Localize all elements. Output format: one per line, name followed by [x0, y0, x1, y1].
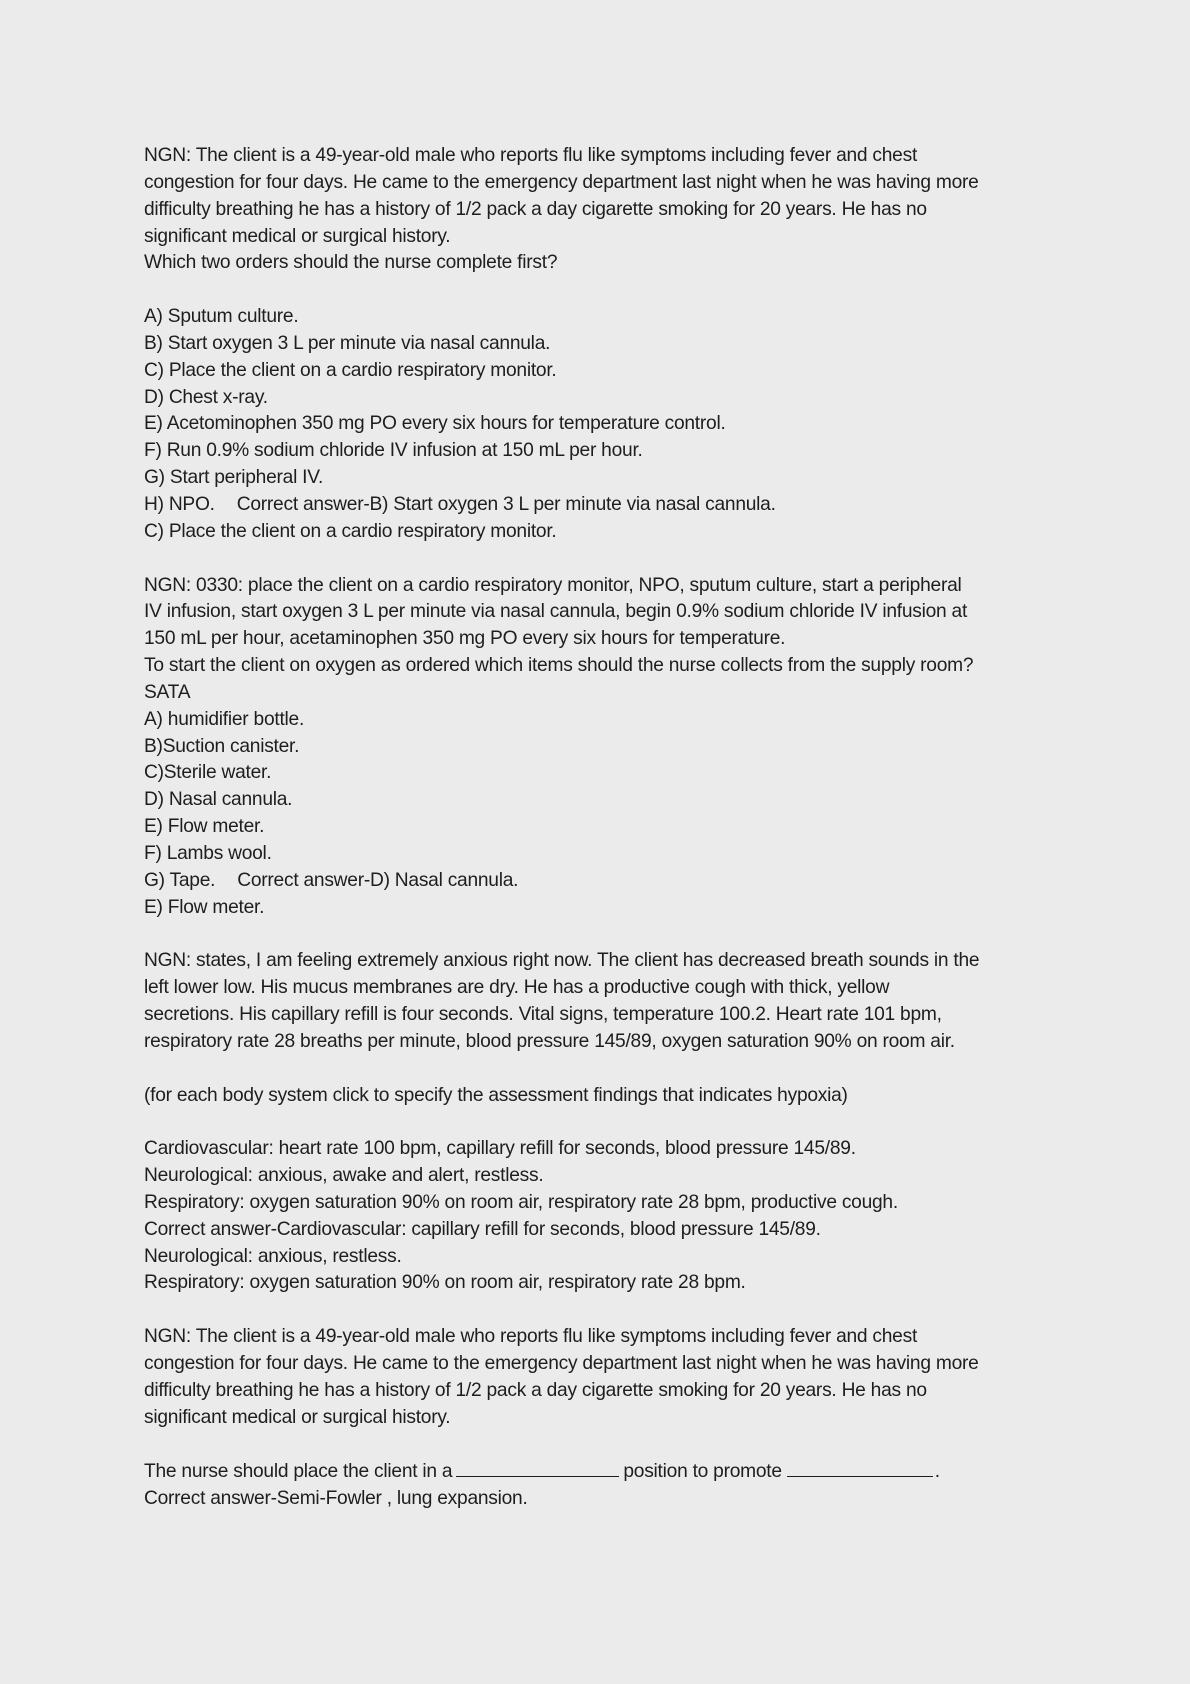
blank-text-part: position to promote	[623, 1461, 782, 1483]
question-stem-line: secretions. His capillary refill is four seconds. Vital signs, temperature 100.2. Heart rate 101 bpm,	[144, 1004, 942, 1025]
finding-line: Respiratory: oxygen saturation 90% on room air, respiratory rate 28 bpm, productive cough.	[144, 1191, 898, 1213]
answer-option: B) Start oxygen 3 L per minute via nasal cannula.	[144, 332, 551, 354]
fill-in-blank-question	[144, 1458, 1064, 1486]
spacer	[144, 1297, 1064, 1324]
answer-option: A) humidifier bottle.	[144, 708, 305, 730]
answer-option: A) Sputum culture.	[144, 306, 299, 328]
blank-text-part: .	[934, 1461, 940, 1483]
question-stem-line: difficulty breathing he has a history of 1/2 pack a day cigarette smoking for 20 years. He has no	[144, 198, 927, 220]
question-stem-line: NGN: The client is a 49-year-old male who reports flu like symptoms including fever and chest	[144, 1326, 918, 1348]
question-2	[144, 573, 1064, 922]
question-stem-line: NGN: states, I am feeling extremely anxious right now. The client has decreased breath sounds in the	[144, 950, 980, 972]
correct-answer-continued: E) Flow meter.	[144, 896, 265, 918]
answer-option: H) NPO.	[144, 493, 215, 515]
answer-option: C)Sterile water.	[144, 762, 272, 784]
answer-option: D) Nasal cannula.	[144, 789, 293, 811]
question-3	[144, 948, 1064, 1297]
question-prompt: To start the client on oxygen as ordered which items should the nurse collects from the supply room?	[144, 655, 974, 677]
spacer	[144, 1432, 1064, 1459]
answer-option: G) Tape.	[144, 869, 216, 891]
question-stem-line: IV infusion, start oxygen 3 L per minute via nasal cannula, begin 0.9% sodium chloride IV infusion at	[144, 601, 968, 623]
question-stem-line: difficulty breathing he has a history of 1/2 pack a day cigarette smoking for 20 years. He has no	[144, 1379, 927, 1401]
question-4	[144, 1324, 1064, 1513]
answer-option: F) Run 0.9% sodium chloride IV infusion at 150 mL per hour.	[144, 440, 643, 462]
question-stem-line: congestion for four days. He came to the emergency department last night when he was having more	[144, 1352, 979, 1374]
correct-answer: Correct answer-B) Start oxygen 3 L per minute via nasal cannula.	[236, 493, 776, 515]
question-prompt: Which two orders should the nurse complete first?	[144, 252, 558, 274]
question-stem-line: respiratory rate 28 breaths per minute, blood pressure 145/89, oxygen saturation 90% on room air.	[144, 1030, 955, 1052]
answer-option: E) Acetominophen 350 mg PO every six hours for temperature control.	[144, 413, 726, 435]
question-1	[144, 143, 1064, 546]
finding-line: Cardiovascular: heart rate 100 bpm, capillary refill for seconds, blood pressure 145/89.	[144, 1138, 856, 1160]
spacer	[144, 1109, 1064, 1136]
question-stem-line: NGN: The client is a 49-year-old male who reports flu like symptoms including fever and chest	[144, 145, 918, 166]
finding-line: Neurological: anxious, awake and alert, restless.	[144, 1165, 544, 1187]
answer-option-with-answer	[144, 868, 1064, 895]
correct-answer-continued: Respiratory: oxygen saturation 90% on room air, respiratory rate 28 bpm.	[144, 1272, 746, 1294]
spacer	[144, 546, 1064, 573]
blank-line-1	[456, 1458, 619, 1477]
correct-answer: Correct answer-Cardiovascular: capillary refill for seconds, blood pressure 145/89.	[144, 1218, 821, 1240]
correct-answer-continued: C) Place the client on a cardio respiratory monitor.	[144, 520, 557, 542]
question-instruction: (for each body system click to specify the assessment findings that indicates hypoxia)	[144, 1084, 848, 1106]
spacer	[144, 1056, 1064, 1083]
answer-option: E) Flow meter.	[144, 816, 265, 838]
correct-answer: Correct answer-Semi-Fowler , lung expansion.	[144, 1488, 528, 1510]
answer-option-with-answer	[144, 492, 1064, 519]
question-stem-line: significant medical or surgical history.	[144, 1406, 451, 1428]
answer-option: D) Chest x-ray.	[144, 386, 268, 408]
correct-answer: Correct answer-D) Nasal cannula.	[237, 869, 519, 891]
answer-option: F) Lambs wool.	[144, 842, 272, 864]
question-stem-line: significant medical or surgical history.	[144, 225, 451, 247]
blank-line-2	[787, 1458, 933, 1477]
document-body	[144, 143, 1064, 1513]
question-type: SATA	[144, 681, 191, 703]
question-stem-line: 150 mL per hour, acetaminophen 350 mg PO every six hours for temperature.	[144, 628, 786, 650]
blank-text-part: The nurse should place the client in a	[144, 1461, 453, 1483]
correct-answer-continued: Neurological: anxious, restless.	[144, 1245, 402, 1267]
spacer	[144, 277, 1064, 304]
question-stem-line: congestion for four days. He came to the emergency department last night when he was having more	[144, 171, 979, 193]
answer-option: B)Suction canister.	[144, 735, 300, 757]
question-stem-line: left lower low. His mucus membranes are dry. He has a productive cough with thick, yellow	[144, 977, 890, 999]
question-stem-line: NGN: 0330: place the client on a cardio respiratory monitor, NPO, sputum culture, start a peripheral	[144, 574, 962, 596]
answer-option: C) Place the client on a cardio respiratory monitor.	[144, 359, 557, 381]
spacer	[144, 921, 1064, 948]
answer-option: G) Start peripheral IV.	[144, 467, 324, 489]
